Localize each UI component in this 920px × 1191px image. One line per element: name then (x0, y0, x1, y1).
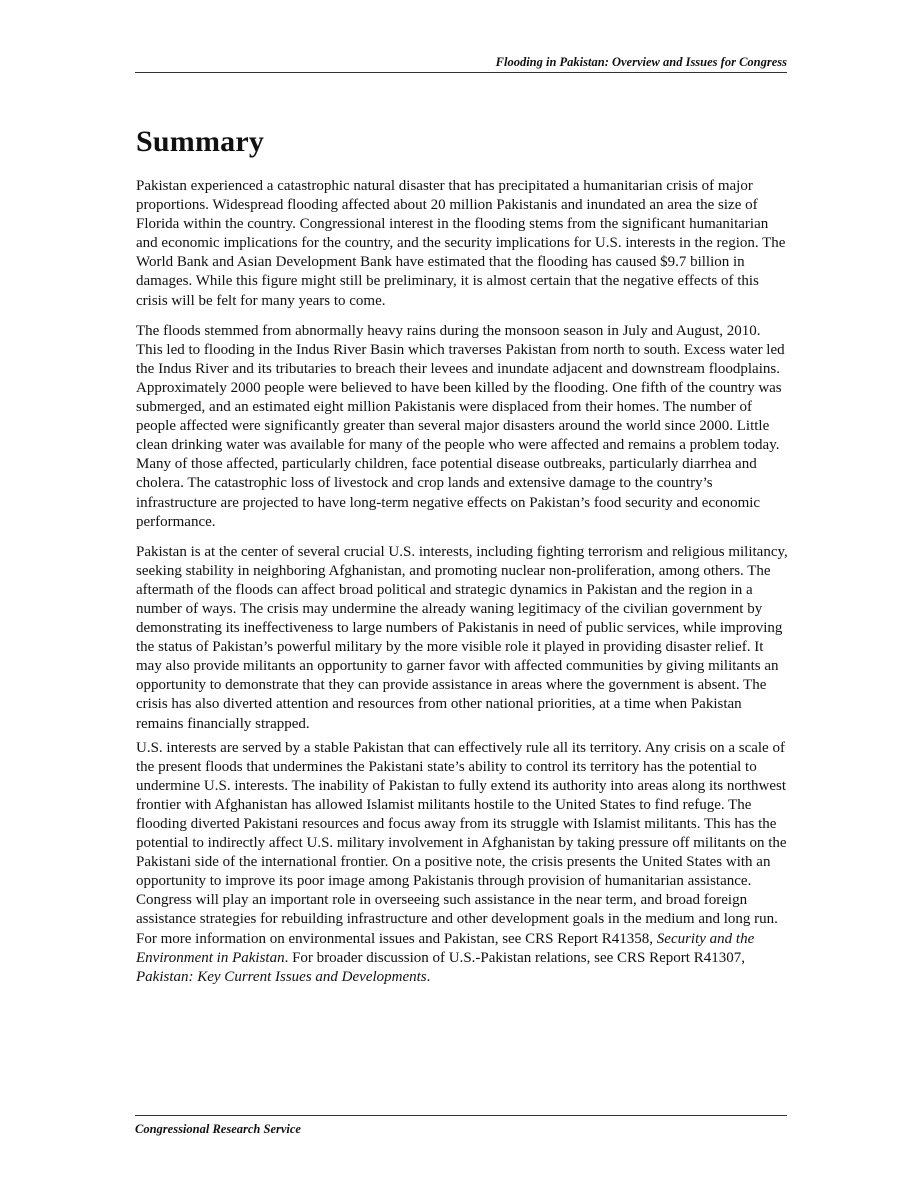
paragraph-1: Pakistan experienced a catastrophic natural disaster that has precipitated a humanitarian crisis of major proportions. Widespread flooding affected about 20 million Pakistanis and inundated an area the size of Florida within the country. Congressional interest in the flooding stems from the significant humanitarian and economic implications for the country, and the security implications for U.S. interests in the region. The World Bank and Asian Development Bank have estimated that the flooding has caused $9.7 billion in damages. While this figure might still be preliminary, it is almost certain that the negative effects of this crisis will be felt for many years to come. (136, 178, 786, 309)
paragraph-4-text-end: . (426, 968, 431, 985)
paragraph-3: Pakistan is at the center of several crucial U.S. interests, including fighting terrorism and religious militancy, seeking stability in neighboring Afghanistan, and promoting nuclear non-proliferation, among others. The aftermath of the floods can affect broad political and strategic dynamics in Pakistan and the region in a number of ways. The crisis may undermine the already waning legitimacy of the civilian government by demonstrating its ineffectiveness to large numbers of Pakistanis in need of public services, while improving the status of Pakistan’s powerful military by the more visible role it played in providing disaster relief. It may also provide militants an opportunity to garner favor with affected communities by giving militants an opportunity to demonstrate that they can provide assistance in areas where the government is absent. The crisis has also diverted attention and resources from other national priorities, at a time when Pakistan remains financially strapped. (136, 543, 788, 732)
paragraph-4 (136, 739, 788, 987)
summary-body (136, 177, 788, 998)
running-header: Flooding in Pakistan: Overview and Issues for Congress (135, 54, 787, 73)
report-reference-title: Pakistan: Key Current Issues and Developments (136, 968, 427, 985)
running-footer: Congressional Research Service (135, 1115, 787, 1137)
report-reference-title: Security and the Environment in Pakistan (136, 930, 755, 966)
paragraph-4-text-mid: . For broader discussion of U.S.-Pakistan relations, see CRS Report R41307, (284, 949, 745, 966)
document-page (135, 0, 787, 1191)
paragraph-4-text: U.S. interests are served by a stable Pakistan that can effectively rule all its territory. Any crisis on a scale of the present floods that undermines the Pakistani state’s ability to control its territory has the potential to undermine U.S. interests. The inability of Pakistan to fully extend its authority into areas along its northwest frontier with Afghanistan has allowed Islamist militants hostile to the United States to find refuge. The flooding diverted Pakistani resources and focus away from its struggle with Islamist militants. This has the potential to indirectly affect U.S. military involvement in Afghanistan by taking pressure off militants on the Pakistani side of the international frontier. On a positive note, the crisis presents the United States with an opportunity to improve its poor image among Pakistanis through provision of humanitarian assistance. Congress will play an important role in overseeing such assistance in the near term, and broad foreign assistance strategies for rebuilding infrastructure and other development goals in the medium and long run. For more information on environmental issues and Pakistan, see CRS Report R41358, (136, 739, 787, 947)
section-title: Summary (136, 125, 265, 158)
paragraph-2: The floods stemmed from abnormally heavy rains during the monsoon season in July and August, 2010. This led to flooding in the Indus River Basin which traverses Pakistan from north to south. Excess water led the Indus River and its tributaries to breach their levees and inundate adjacent and downstream floodplains. Approximately 2000 people were believed to have been killed by the flooding. One fifth of the country was submerged, and an estimated eight million Pakistanis were displaced from their homes. The number of people affected were significantly greater than several major disasters around the world since 2000. Little clean drinking water was available for many of the people who were affected and remains a problem today. Many of those affected, particularly children, face potential disease outbreaks, particularly diarrhea and cholera. The catastrophic loss of livestock and crop lands and extensive damage to the country’s infrastructure are projected to have long-term negative effects on Pakistan’s food security and economic performance. (136, 322, 785, 530)
